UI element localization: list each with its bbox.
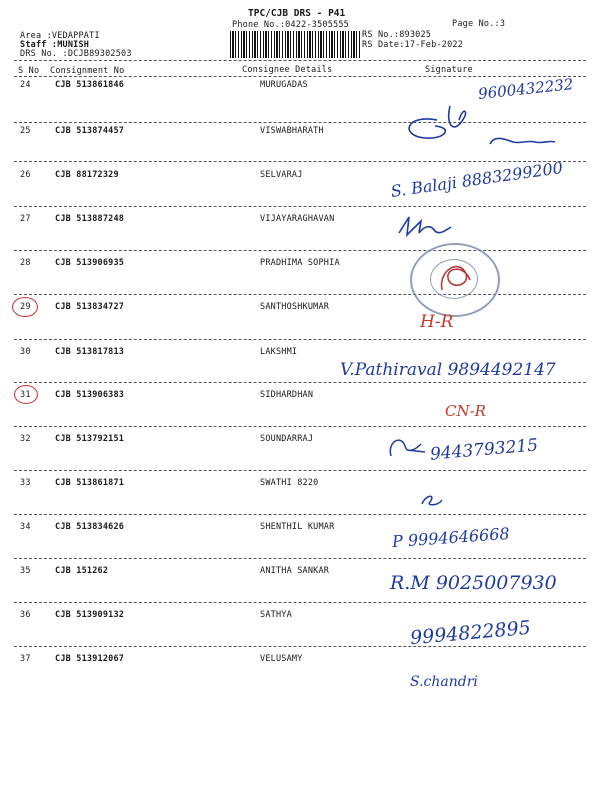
col-consignee: Consignee Details	[242, 65, 333, 75]
row-consignment: CJB 151262	[55, 566, 109, 576]
row-sno: 31	[20, 390, 31, 400]
row-consignee: SELVARAJ	[260, 170, 303, 180]
row-divider	[14, 470, 586, 471]
row-sno: 37	[20, 654, 31, 664]
col-consignment: Consignment No	[50, 66, 125, 76]
table-row	[0, 258, 600, 278]
table-row	[0, 302, 600, 322]
row-consignee: VIJAYARAGHAVAN	[260, 214, 335, 224]
signature: R.M 9025007930	[390, 572, 557, 594]
row-divider	[14, 514, 586, 515]
row-sno: 30	[20, 347, 31, 357]
table-row	[0, 478, 600, 498]
rs-date: RS Date:17-Feb-2022	[362, 40, 464, 50]
row-sno: 32	[20, 434, 31, 444]
circle-mark	[14, 385, 38, 404]
row-sno: 26	[20, 170, 31, 180]
row-consignment: CJB 513909132	[55, 610, 125, 620]
drs-number: DRS No. :DCJB89302503	[20, 49, 132, 59]
row-consignment: CJB 513906935	[55, 258, 125, 268]
row-sno: 28	[20, 258, 31, 268]
signature: 9600432232	[477, 75, 575, 103]
row-consignment: CJB 513817813	[55, 347, 125, 357]
row-sno: 35	[20, 566, 31, 576]
row-divider	[14, 339, 586, 340]
signature-scribble	[430, 250, 480, 300]
barcode	[230, 31, 360, 58]
signature: V.Pathiraval 9894492147	[340, 360, 556, 380]
row-consignee: SWATHI 8220	[260, 478, 319, 488]
col-signature: Signature	[425, 65, 473, 75]
phone-number: Phone No.:0422-3505555	[232, 20, 349, 30]
table-row	[0, 214, 600, 234]
row-sno: 29	[20, 302, 31, 312]
row-consignee: SIDHARDHAN	[260, 390, 314, 400]
row-consignee: ANITHA SANKAR	[260, 566, 330, 576]
row-consignee: VISWABHARATH	[260, 126, 324, 136]
signature: S. Balaji 8883299200	[389, 158, 564, 201]
row-consignment: CJB 513874457	[55, 126, 125, 136]
row-consignee: SHENTHIL KUMAR	[260, 522, 335, 532]
row-consignment: CJB 88172329	[55, 170, 119, 180]
signature: 9994822895	[409, 616, 532, 650]
row-divider	[14, 426, 586, 427]
signature: S.chandri	[410, 674, 478, 690]
row-consignee: MURUGADAS	[260, 80, 308, 90]
row-sno: 24	[20, 80, 31, 90]
row-divider	[14, 602, 586, 603]
rs-number: RS No.:893025	[362, 30, 432, 40]
signature-scribble	[395, 96, 565, 158]
circle-mark	[12, 297, 38, 317]
row-consignment: CJB 513861846	[55, 80, 125, 90]
row-divider	[14, 250, 586, 251]
row-divider	[14, 294, 586, 295]
signature: CN-R	[445, 402, 486, 420]
row-consignment: CJB 513834727	[55, 302, 125, 312]
staff-label: Staff :MUNISH	[20, 40, 90, 50]
signature: 9443793215	[429, 435, 539, 465]
row-divider	[14, 646, 586, 647]
row-divider	[14, 161, 586, 162]
row-consignee: SANTHOSHKUMAR	[260, 302, 330, 312]
header-divider	[14, 60, 586, 61]
area-label: Area :VEDAPPATI	[20, 31, 100, 41]
row-sno: 36	[20, 610, 31, 620]
page-number: Page No.:3	[452, 19, 506, 29]
columns-divider	[14, 76, 586, 77]
row-consignee: VELUSAMY	[260, 654, 303, 664]
document-title: TPC/CJB DRS - P41	[248, 8, 346, 19]
row-sno: 34	[20, 522, 31, 532]
signature-scribble	[395, 213, 455, 239]
row-consignee: SOUNDARRAJ	[260, 434, 314, 444]
row-divider	[14, 558, 586, 559]
row-sno: 25	[20, 126, 31, 136]
table-row	[0, 654, 600, 674]
row-consignment: CJB 513912067	[55, 654, 125, 664]
row-consignee: LAKSHMI	[260, 347, 298, 357]
row-consignment: CJB 513887248	[55, 214, 125, 224]
row-consignment: CJB 513906383	[55, 390, 125, 400]
row-divider	[14, 382, 586, 383]
row-consignment: CJB 513834626	[55, 522, 125, 532]
signature: H-R	[420, 312, 454, 332]
table-row	[0, 390, 600, 410]
row-consignment: CJB 513792151	[55, 434, 125, 444]
row-divider	[14, 206, 586, 207]
row-consignee: PRADHIMA SOPHIA	[260, 258, 340, 268]
signature-scribble	[385, 430, 430, 464]
row-sno: 27	[20, 214, 31, 224]
row-consignment: CJB 513861871	[55, 478, 125, 488]
signature: P 9994646668	[391, 523, 511, 552]
signature-scribble	[418, 490, 446, 510]
col-sno: S No	[18, 66, 40, 76]
row-consignee: SATHYA	[260, 610, 292, 620]
row-sno: 33	[20, 478, 31, 488]
